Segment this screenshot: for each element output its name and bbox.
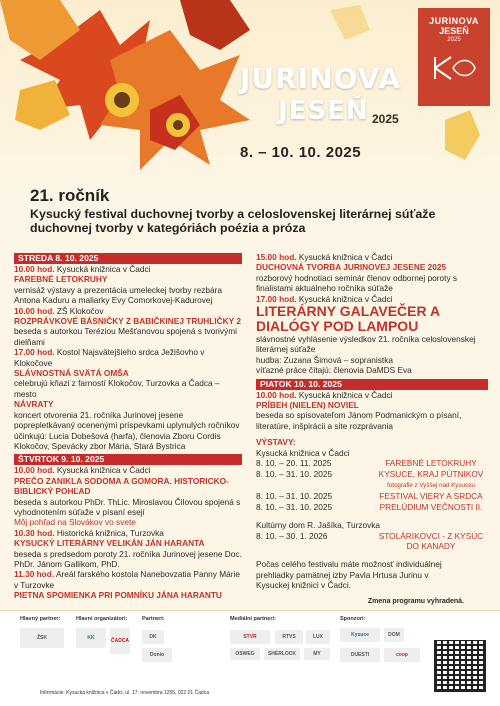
event-title: FAREBNÉ LETOKRUHY [14, 274, 108, 285]
partner-logo: DOM [384, 628, 404, 642]
event-place: Kysucká knižnica v Čadci [298, 389, 393, 400]
event-place: Kysucká knižnica v Čadci [298, 252, 393, 262]
event-desc: koncert otvorenia 21. ročníka Jurinovej jesene poprepletkávaný ocenenými príspevkami uplynulých ročníkov účinkujú: Lucia Dobešová (harfa), členovia Zboru Cordis Klokočov, Spevácky zbor Mária, Stará Bystrica [14, 409, 240, 451]
exhibition-row [256, 469, 488, 492]
exhibitions-heading: VÝSTAVY: [256, 437, 296, 448]
partner-logo: SHERLOCK [264, 648, 300, 660]
edition: 21. ročník [30, 186, 110, 205]
event-time: 10.00 hod. [14, 305, 55, 316]
event-title: DUCHOVNÁ TVORBA JURINOVEJ JESENE 2025 [256, 262, 447, 273]
title-line2: JESEŇ [278, 96, 369, 126]
logo-line2: JESEŇ [439, 26, 469, 36]
exhibition-row [256, 491, 488, 501]
partner-logo: ČADCA [110, 628, 130, 654]
event-desc: vernisáž výstavy a prezentácia umeleckej tvorby rezbára Antona Kaduru a maliarky Evy Comorkovej-Kadurovej [14, 284, 222, 306]
event-time: 15.00 hod. [256, 252, 297, 262]
event-time: 17.00 hod. [14, 347, 55, 358]
event-place: Areál farského kostola Nanebovzatia Panny Márie v Turzovke [14, 569, 240, 590]
exhibition-row [256, 458, 488, 468]
exhibition-sub: fotografie z Vyššej nad Kysucou [387, 481, 475, 489]
event-title: SLÁVNOSTNÁ SVÄTÁ OMŠA [14, 368, 129, 379]
event-desc: rozborový hodnotiaci seminár členov odbornej poroty s finalistami aktuálneho ročníka súťaže [256, 272, 458, 294]
exhibition-name-block [376, 469, 486, 492]
day-header: ŠTVRTOK 9. 10. 2025 [14, 454, 242, 465]
event-time: 10.00 hod. [256, 389, 297, 400]
event-time: 10.30 hod. [14, 527, 55, 538]
event-desc: slávnostné vyhlásenie výsledkov 21. ročníka celoslovenskej literárnej súťaže [256, 334, 476, 355]
partner-logo: LUX [306, 630, 330, 644]
event-time: 10.00 hod. [14, 465, 55, 476]
contact-info: Informácie: Kysucká knižnica v Čadci, ul. 17. novembra 1255, 022 01 Čadca [40, 690, 209, 696]
logo-line3: 2025 [447, 37, 461, 43]
exhibition-name: KYSUCE, KRAJ PÚTNIKOV [378, 468, 484, 479]
partner-logo: ŽSK [20, 628, 64, 648]
exhibition-date: 8. 10. – 30. 1. 2026 [256, 530, 328, 541]
event-title: NÁVRATY [14, 399, 54, 410]
festival-note: Počas celého festivalu máte možnosť individuálnej prehliadky pamätnej izby Pavla Hrtusa Jurinu v Kysuckej knižnici v Čadci. [256, 559, 442, 591]
day-header: PIATOK 10. 10. 2025 [256, 379, 488, 390]
event-title: ROZPRÁVKOVÉ BÁSNIČKY Z BABIČKINEJ TRUHLIČKY 2 [14, 316, 241, 327]
partner-logo: STVR [230, 630, 270, 644]
logo-mark-icon [429, 53, 479, 83]
program-change-note: Zmena programu vyhradená. [367, 597, 464, 605]
exhibition-row [256, 531, 488, 552]
title-year: 2025 [372, 112, 399, 126]
event-extra: Môj pohľad na Slovákov vo svete [14, 517, 136, 528]
partner-logo: DK [142, 630, 164, 644]
event-desc: beseda s autorkou PhDr. ThLic. Miroslavou Čilovou spojená s vyhodnotením súťaže v písaní esejí [14, 496, 241, 517]
event-place: Historická knižnica, Turzovka [56, 527, 164, 538]
main-partner-label: Hlavný partner: [20, 616, 61, 622]
event-place: Kostol Najsvätejšieho srdca Ježišovho v Klokočove [14, 347, 205, 368]
event-readers: víťazné práce čítajú: členovia DaMDS Eva [256, 365, 412, 376]
partner-logo: MY [304, 648, 330, 660]
event-desc: celebrujú kňazi z farností Klokočov, Turzovka a Čadca – mesto [14, 378, 220, 399]
partner-logo: OSWEG [230, 648, 260, 660]
program-left-column [14, 252, 242, 601]
exhibition-date: 8. 10. – 31. 10. 2025 [256, 468, 333, 479]
day-header: STREDA 8. 10. 2025 [14, 253, 242, 264]
event-music: hudba: Zuzana Šimová – sopranistka [256, 354, 393, 365]
event-time: 17.00 hod. [256, 293, 297, 304]
event-time: 10.00 hod. [14, 264, 55, 274]
event-place: ZŠ Klokočov [56, 305, 104, 316]
event-place: Kysucká knižnica v Čadci [298, 293, 393, 304]
event-place: Kysucká knižnica v Čadci [56, 465, 151, 476]
partner-logo: KK [76, 628, 106, 648]
exhibition-date: 8. 10. – 31. 10. 2025 [256, 491, 333, 502]
event-title: KYSUCKÝ LITERÁRNY VELIKÁN JÁN HARANTA [14, 538, 205, 549]
event-desc: beseda so spisovateľom Jánom Podmanickým o písaní, literatúre, inšpirácii a site rozprávania [256, 410, 462, 431]
exhibition-date: 8. 10. – 20. 11. 2025 [256, 458, 332, 469]
qr-code[interactable] [434, 640, 486, 692]
event-title-big: LITERÁRNY GALAVEČER A DIALÓGY POD LAMPOU [256, 303, 440, 335]
event-title: PIETNA SPOMIENKA PRI POMNÍKU JÁNA HARANTU [14, 590, 222, 601]
event-time: 11.30 hod. [14, 569, 55, 580]
exhibition-name: FESTIVAL VIERY A SRDCA [379, 491, 483, 502]
exhibitions-place: Kysucká knižnica v Čadci [256, 447, 350, 458]
event-title: PRÍBEH (NIELEN) NOVIEL [256, 400, 359, 411]
exhibition-date: 8. 10. – 31. 10. 2025 [256, 501, 333, 512]
partner-logo: RTVS [275, 630, 303, 644]
event-desc: beseda s predsedom poroty 21. ročníka Jurinovej jesene Doc. PhDr. Jánom Gallikom, PhD. [14, 548, 242, 569]
organizers-label: Hlavní organizátori: [76, 616, 128, 622]
festival-logo [418, 8, 490, 106]
exhibition-row [256, 502, 488, 512]
event-title: PREČO ZANIKLA SODOMA A GOMORA. HISTORICKO-BIBLICKÝ POHĽAD [14, 475, 229, 497]
festival-dates: 8. – 10. 10. 2025 [240, 144, 362, 161]
logo-line1: JURINOVA [429, 16, 479, 26]
partner-logo: DUESTI [340, 648, 380, 662]
title-line1: JURINOVA [240, 62, 402, 95]
program-right-column [256, 252, 488, 607]
subtitle: Kysucký festival duchovnej tvorby a celoslovenskej literárnej súťaže duchovnej tvorby v kategóriách poézia a próza [30, 207, 436, 235]
partners-label: Partneri: [142, 616, 165, 622]
media-label: Mediální partneri: [230, 616, 276, 622]
sponsors-label: Sponzori: [340, 616, 366, 622]
event-place: Kysucká knižnica v Čadci [56, 264, 151, 274]
partner-logo: Donio [142, 648, 172, 662]
exhibition-name: FAREBNÉ LETOKRUHY [385, 458, 477, 469]
exhibition-name: PRELÚDIUM VEČNOSTI II. [379, 501, 483, 512]
exhibitions-place-2: Kultúrny dom R. Jašíka, Turzovka [256, 520, 381, 531]
partner-logo: Kysuce [340, 628, 380, 642]
event-desc: beseda s autorkou Teréziou Mešťanovou spojená s tvorivými dielňami [14, 326, 237, 347]
exhibition-name: STOLÁRIKOVCI - Z KYSÚC DO KANADY [378, 530, 484, 551]
partner-logo: coop [384, 648, 420, 662]
